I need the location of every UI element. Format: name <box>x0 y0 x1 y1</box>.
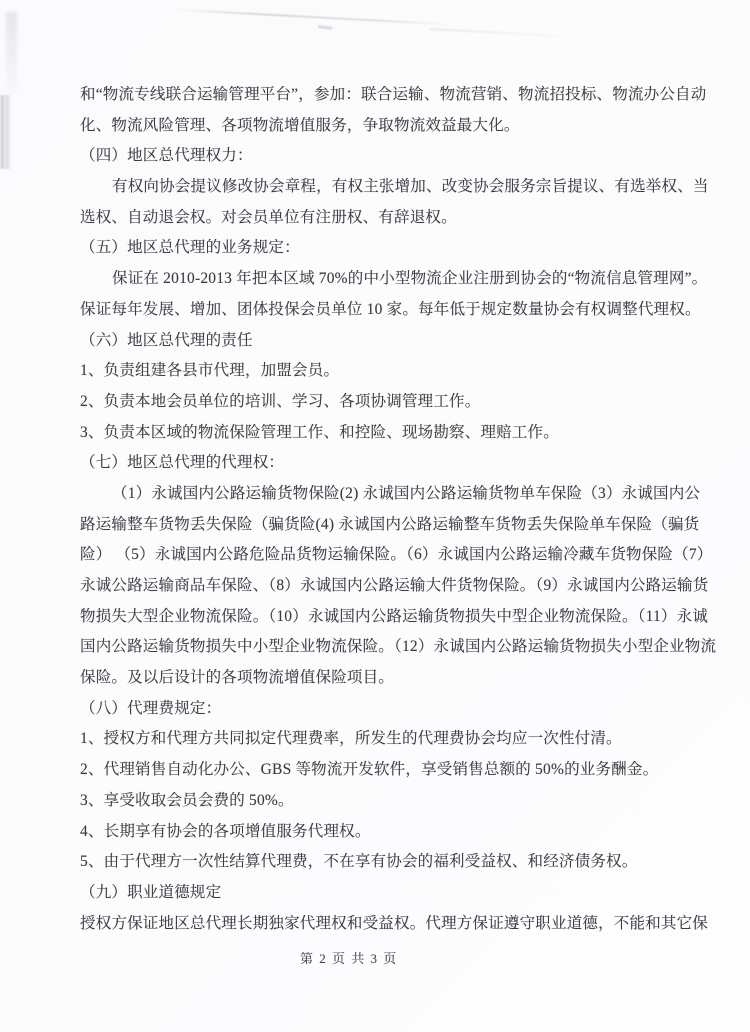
text-line: 1、负责组建各县市代理，加盟会员。 <box>80 362 340 380</box>
text-line: 2、负责本地会员单位的培训、学习、各项协调管理工作。 <box>80 392 481 410</box>
text-line: （六）地区总代理的责任 <box>80 331 253 349</box>
text-line: （1）永诚国内公路运输货物保险(2) 永诚国内公路运输货物单车保险（3）永诚国内公 <box>112 484 701 502</box>
scan-edge-streak-artifact <box>0 95 11 169</box>
text-line: 有权向协会提议修改协会章程，有权主张增加、改变协会服务宗旨提议、有选举权、当 <box>112 178 709 196</box>
text-line: （九）职业道德规定 <box>80 883 222 901</box>
text-line: 选权、自动退会权。对会员单位有注册权、有辞退权。 <box>80 208 457 226</box>
scan-smudge-artifact <box>6 12 17 100</box>
text-line: 永诚公路运输商品车保险、（8）永诚国内公路运输大件货物保险。（9）永诚国内公路运输货 <box>80 577 709 594</box>
text-line: （四）地区总代理权力： <box>80 147 253 165</box>
text-line: 授权方保证地区总代理长期独家代理权和受益权。代理方保证遵守职业道德，不能和其它保 <box>80 914 709 932</box>
text-line: 化、物流风险管理、各项物流增值服务，争取物流效益最大化。 <box>80 116 520 134</box>
text-line: 国内公路运输货物损失中小型企业物流保险。（12）永诚国内公路运输货物损失小型企业物流 <box>80 638 717 656</box>
text-line: 路运输整车货物丢失保险（骗货险(4) 永诚国内公路运输整车货物丢失保险单车保险（骗货 <box>80 515 700 533</box>
scan-crease-artifact <box>430 28 580 38</box>
text-line: 和“物流专线联合运输管理平台”，参加：联合运输、物流营销、物流招投标、物流办公自动 <box>80 86 707 103</box>
page-number-footer: 第 2 页 共 3 页 <box>300 951 398 966</box>
text-line: （七）地区总代理的代理权： <box>80 454 285 472</box>
text-line: 物损失大型企业物流保险。（10）永诚国内公路运输货物损失中型企业物流保险。（11）永诚 <box>80 607 709 625</box>
text-line: 险） （5）永诚国内公路危险品货物运输保险。（6）永诚国内公路运输冷藏车货物保险（7） <box>80 546 713 564</box>
text-line: （八）代理费规定： <box>80 699 222 717</box>
text-line: 5、由于代理方一次性结算代理费，不在享有协会的福利受益权、和经济债务权。 <box>80 853 638 871</box>
text-line: 4、长期享有协会的各项增值服务代理权。 <box>80 822 371 840</box>
scan-crease-artifact <box>172 8 450 25</box>
text-line: 1、授权方和代理方共同拟定代理费率，所发生的代理费协会均应一次性付清。 <box>80 730 622 748</box>
text-line: 保证在 2010-2013 年把本区域 70%的中小型物流企业注册到协会的“物流信息管理网”。 <box>112 270 708 288</box>
text-line: 保证每年发展、增加、团体投保会员单位 10 家。每年低于规定数量协会有权调整代理权。 <box>80 300 701 318</box>
text-line: （五）地区总代理的业务规定： <box>80 239 300 257</box>
text-line: 3、享受收取会员会费的 50%。 <box>80 791 294 809</box>
text-line: 保险。及以后设计的各项物流增值保险项目。 <box>80 669 395 687</box>
text-line: 3、负责本区域的物流保险管理工作、和控险、现场勘察、理赔工作。 <box>80 423 559 441</box>
scan-speck-artifact <box>318 25 332 30</box>
text-line: 2、代理销售自动化办公、GBS 等物流开发软件，享受销售总额的 50%的业务酬金。 <box>80 761 659 779</box>
document-text-block <box>80 80 740 939</box>
